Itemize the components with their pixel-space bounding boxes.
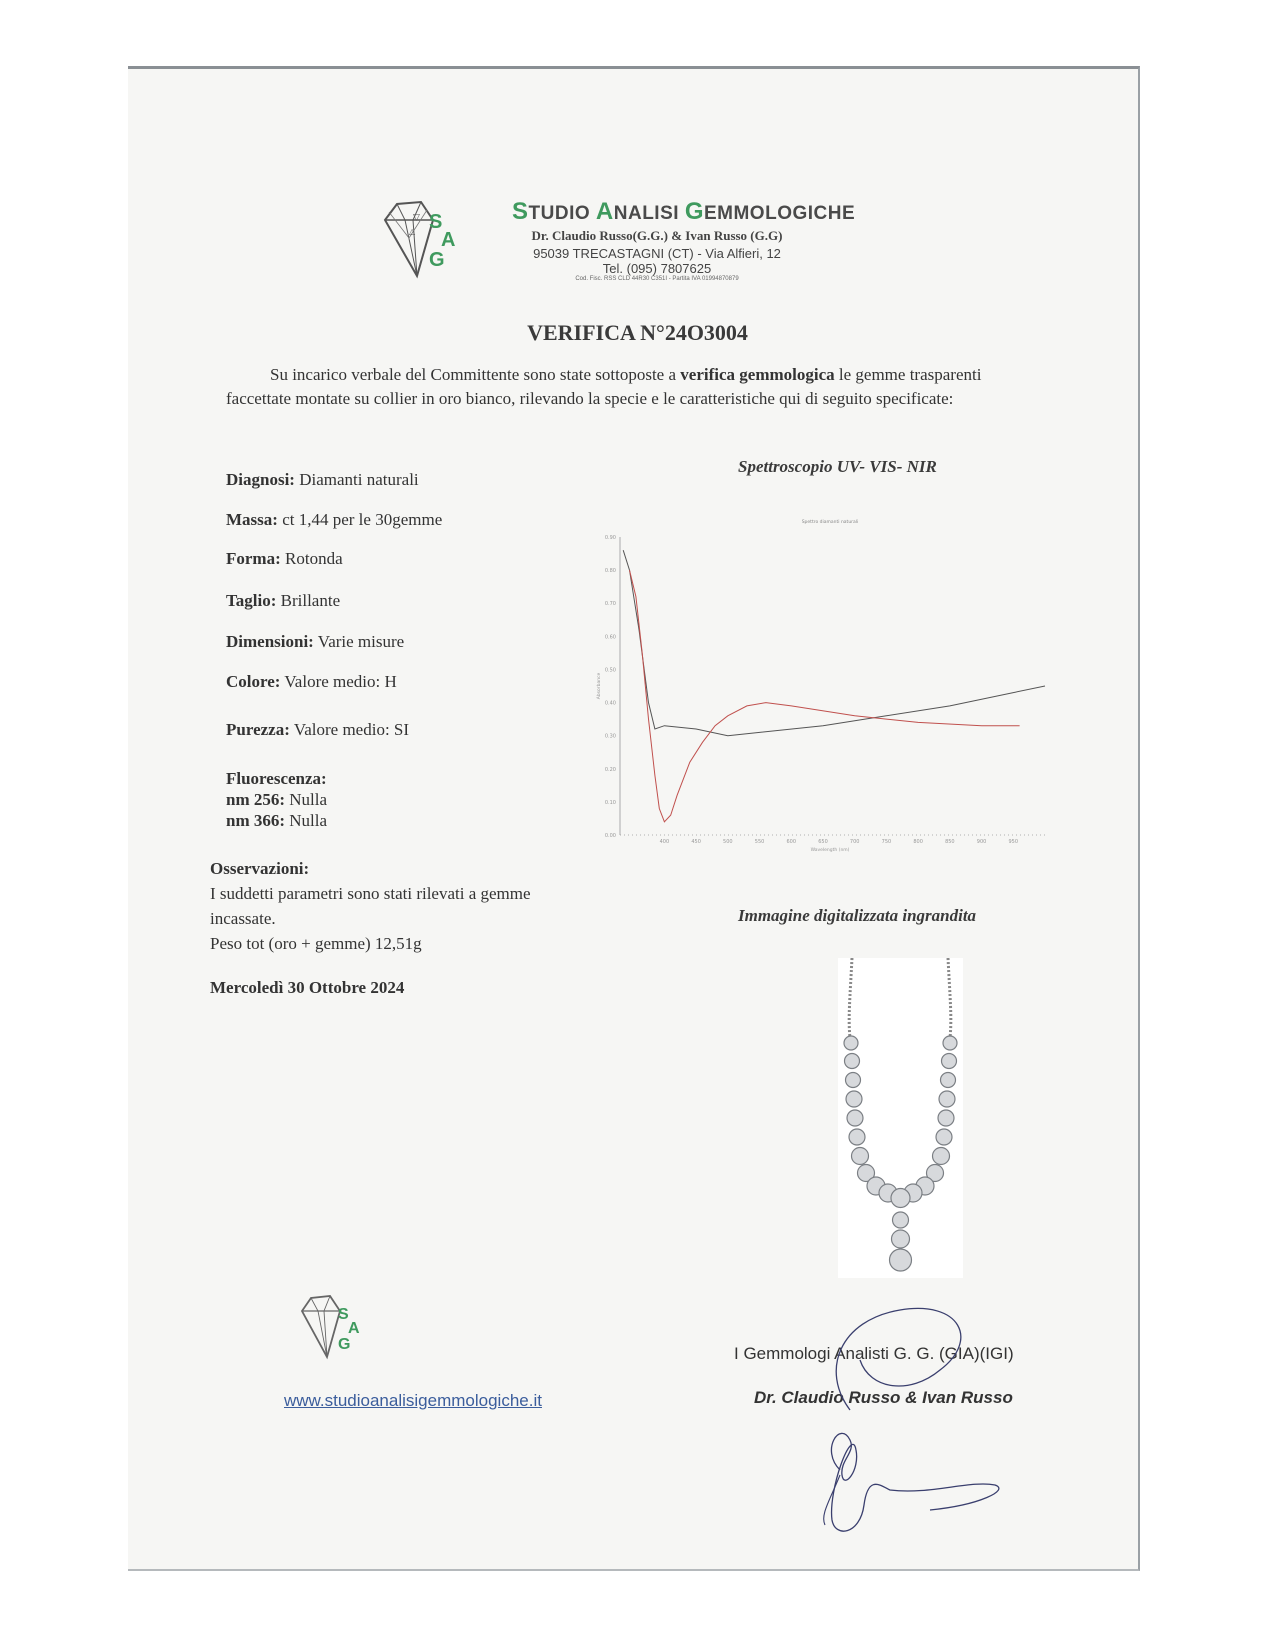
header-fiscal-code: Cod. Fisc. RSS CLD 44R30 C351I - Partita IVA 01994870879 <box>575 276 739 282</box>
observations-line: Peso tot (oro + gemme) 12,51g <box>210 934 422 953</box>
spectrum-chart <box>590 515 1090 895</box>
studio-name-cap: A <box>595 198 614 225</box>
studio-name-part: EMMOLOGICHE <box>703 203 856 224</box>
y-tick-label: 0.10 <box>604 799 616 806</box>
x-tick-label: 900 <box>976 839 987 845</box>
field-value: Valore medio: H <box>284 672 397 691</box>
handwritten-signature <box>780 1300 1030 1540</box>
x-tick-label: 950 <box>1008 839 1019 845</box>
field-label: Purezza: <box>226 720 290 739</box>
spectrum-series-line-1 <box>623 550 1045 736</box>
logo-letter-s: S <box>429 211 443 233</box>
spectro-title: Spettroscopio UV- VIS- NIR <box>738 457 937 476</box>
y-tick-label: 0.80 <box>604 568 616 575</box>
chart-title: Spettro diamanti naturali <box>801 520 859 525</box>
necklace-photo <box>838 958 963 1278</box>
fluorescence-label: nm 366: <box>226 811 286 830</box>
footer-logo-letter-a: A <box>348 1320 360 1337</box>
field-label: Dimensioni: <box>226 632 314 651</box>
logo-letter-a: A <box>441 229 456 251</box>
footer-logo-letter-g: G <box>338 1336 351 1353</box>
website-link[interactable]: www.studioanalisigemmologiche.it <box>284 1391 542 1410</box>
spectrum-series-line-2 <box>630 570 1020 822</box>
x-tick-label: 600 <box>786 839 797 845</box>
svg-text:▽: ▽ <box>413 213 420 223</box>
observations-heading: Osservazioni: <box>210 859 310 878</box>
field-value: ct 1,44 per le 30gemme <box>282 510 443 529</box>
x-axis-label: Wavelength (nm) <box>810 848 850 853</box>
x-tick-label: 650 <box>818 839 828 845</box>
fluorescence-value: Nulla <box>289 811 328 830</box>
y-tick-label: 0.70 <box>604 601 616 608</box>
y-tick-label: 0.30 <box>604 733 616 740</box>
x-tick-label: 550 <box>754 839 765 845</box>
field-label: Forma: <box>226 549 281 568</box>
x-tick-label: 850 <box>945 839 955 845</box>
header-tel: Tel. (095) 7807625 <box>602 261 712 276</box>
studio-name <box>512 198 855 226</box>
studio-name-cap: G <box>684 198 704 225</box>
intro-paragraph <box>226 363 1036 411</box>
fluorescence-label: nm 256: <box>226 790 286 809</box>
y-axis-label: Absorbance <box>597 672 602 700</box>
x-tick-label: 450 <box>691 839 701 845</box>
fluorescence-heading: Fluorescenza: <box>226 769 327 788</box>
observations-line: I suddetti parametri sono stati rilevati a gemme <box>210 884 531 903</box>
x-tick-label: 700 <box>849 839 860 845</box>
field-purezza <box>226 720 409 740</box>
field-label: Massa: <box>226 510 278 529</box>
certificate-title: VERIFICA N°24O3004 <box>527 320 748 345</box>
observations-line: incassate. <box>210 909 276 928</box>
field-label: Taglio: <box>226 591 277 610</box>
header-address: 95039 TRECASTAGNI (CT) - Via Alfieri, 12 <box>533 246 781 261</box>
field-value: Diamanti naturali <box>299 470 419 489</box>
field-dimensioni <box>226 632 404 652</box>
y-tick-label: 0.60 <box>604 634 616 641</box>
footer-logo-letter-s: S <box>338 1306 349 1323</box>
field-colore <box>226 672 397 692</box>
y-tick-label: 0.40 <box>604 700 616 707</box>
certificate-date: Mercoledì 30 Ottobre 2024 <box>210 978 405 997</box>
header-doctors: Dr. Claudio Russo(G.G.) & Ivan Russo (G.G) <box>531 228 783 243</box>
field-diagnosi <box>226 470 419 490</box>
doctors-signature-name: Dr. Claudio Russo & Ivan Russo <box>754 1388 1013 1407</box>
image-title: Immagine digitalizzata ingrandita <box>738 906 977 925</box>
field-label: Diagnosi: <box>226 470 295 489</box>
y-tick-label: 0.90 <box>604 535 616 541</box>
fluorescence-block <box>226 768 327 831</box>
intro-bold-text: verifica gemmologica <box>680 365 835 384</box>
x-tick-label: 750 <box>881 839 892 845</box>
fluorescence-value: Nulla <box>289 790 328 809</box>
field-massa <box>226 510 442 530</box>
logo-letter-g: G <box>429 249 445 271</box>
field-label: Colore: <box>226 672 281 691</box>
gemmologists-line: I Gemmologi Analisti G. G. (GIA)(IGI) <box>734 1344 1014 1363</box>
studio-name-part: TUDIO <box>528 203 596 224</box>
field-taglio <box>226 591 340 611</box>
footer-sag-logo <box>300 1293 375 1363</box>
observations-block <box>210 856 570 956</box>
field-value: Brillante <box>280 591 341 610</box>
x-tick-label: 400 <box>659 839 670 845</box>
intro-text: Su incarico verbale del Committente sono state sottoposte a <box>270 365 681 384</box>
svg-text:△: △ <box>409 227 416 236</box>
field-value: Valore medio: SI <box>293 720 410 739</box>
intro-text-end: le gemme trasparenti faccettate montate su collier in oro bianco, rilevando la specie e le caratteristiche qui di seguito specificate: <box>226 365 982 408</box>
field-value: Rotonda <box>285 549 343 568</box>
y-tick-label: 0.00 <box>604 833 616 839</box>
studio-name-cap: S <box>512 198 529 225</box>
x-tick-label: 500 <box>723 839 733 845</box>
studio-name-part: NALISI <box>613 203 685 224</box>
x-tick-label: 800 <box>913 839 923 845</box>
y-tick-label: 0.50 <box>604 667 616 674</box>
y-tick-label: 0.20 <box>604 766 616 773</box>
field-forma <box>226 549 343 569</box>
field-value: Varie misure <box>317 632 405 651</box>
sag-logo <box>383 198 478 284</box>
